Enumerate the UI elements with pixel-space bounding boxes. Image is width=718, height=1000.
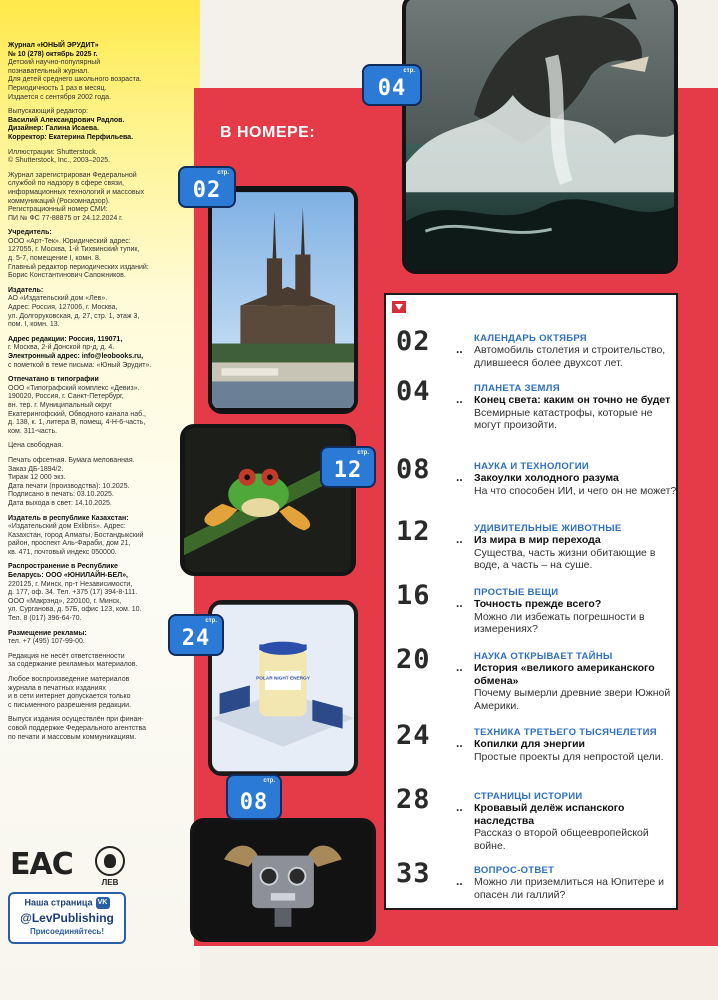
imprint-line: журнала в печатных изданиях <box>8 684 106 692</box>
lev-logo-text: ЛЕВ <box>101 878 119 887</box>
imprint-credits <box>8 149 194 166</box>
imprint-line: ПИ № ФС 77-88875 от 24.12.2024 г. <box>8 214 123 222</box>
tile-page-24[interactable] <box>208 600 358 776</box>
monster-wave-image <box>406 0 674 270</box>
lion-icon <box>95 846 125 876</box>
imprint-line: Любое воспроизведение материалов <box>8 676 130 683</box>
imprint-line: Казахстан, город Алматы, Бостандыкский <box>8 531 144 539</box>
toc-description: Можно ли приземлиться на Юпитере и опасен ли галлий? <box>474 876 665 901</box>
toc-page-number: 20 <box>396 644 431 675</box>
imprint-line: Учредитель: <box>8 229 52 237</box>
imprint-line: Журнал зарегистрирован Федеральной <box>8 171 137 179</box>
toc-section: НАУКА И ТЕХНОЛОГИИ <box>474 461 590 472</box>
toc-dots: .. <box>456 660 463 674</box>
imprint-line: Тел. 8 (017) 396-64-70. <box>8 615 82 623</box>
imprint-line: Борис Константинович Сапожников. <box>8 272 126 280</box>
toc-dots: .. <box>456 874 463 888</box>
toc-description: Рассказ о второй общеевропейской войне. <box>474 827 649 852</box>
imprint-line: г. Москва, 2-й Донской пр-д, д. 4. <box>8 344 115 352</box>
toc-dots: .. <box>456 736 463 750</box>
imprint-line: 127055, г. Москва, 1-й Тихвинский тупик, <box>8 246 140 254</box>
toc-section: СТРАНИЦЫ ИСТОРИИ <box>474 791 583 802</box>
imprint-kazakhstan <box>8 515 194 558</box>
imprint-line: ООО «Арт-Тек». Юридический адрес: <box>8 237 131 245</box>
toc-title: Из мира в мир перехода <box>474 534 601 546</box>
toc-page-number: 24 <box>396 720 431 751</box>
imprint-support <box>8 716 194 742</box>
energy-storage-image <box>212 604 354 772</box>
imprint-line: Детский научно-популярный <box>8 59 101 67</box>
toc-section: НАУКА ОТКРЫВАЕТ ТАЙНЫ <box>474 651 613 662</box>
toc-description: Простые проекты для непростой цели. <box>474 750 664 763</box>
imprint-publisher <box>8 287 194 330</box>
badges-area <box>8 842 198 952</box>
imprint-line: ул. Долгоруковская, д. 27, стр. 1, этаж 3, <box>8 312 140 320</box>
imprint-line: АО «Издательский дом «Лев». <box>8 295 108 303</box>
jar-label: POLAR NIGHT ENERGY <box>256 676 310 682</box>
imprint-line: Издатель: <box>8 286 44 294</box>
imprint-line: д. 177, оф. 34. Тел. +375 (17) 394-8-111. <box>8 589 138 597</box>
toc-dots: .. <box>456 342 463 356</box>
imprint-line: Дата выхода в свет: 14.10.2025. <box>8 499 112 507</box>
page-badge-24[interactable]: стр. 24 <box>168 614 224 656</box>
imprint-line: ООО «Типографский комплекс «Девиз». <box>8 384 140 392</box>
toc-description: Можно ли избежать погрешности в измерениях? <box>474 610 645 635</box>
imprint-print-info <box>8 457 194 509</box>
toc-section: КАЛЕНДАРЬ ОКТЯБРЯ <box>474 333 587 344</box>
toc-title: Кровавый делёж испанского наследства <box>474 802 625 827</box>
toc-section: УДИВИТЕЛЬНЫЕ ЖИВОТНЫЕ <box>474 523 622 534</box>
toc-title: Точность прежде всего? <box>474 598 602 610</box>
imprint-line: Размещение рекламы: <box>8 629 87 637</box>
page-badge-08[interactable]: стр. 08 <box>226 774 282 820</box>
social-link-badge[interactable] <box>8 892 126 944</box>
imprint-editors <box>8 108 194 142</box>
imprint-line: пом. I, комн. 13. <box>8 321 60 329</box>
imprint-line: с письменного разрешения редакции. <box>8 701 132 709</box>
cathedral-image <box>212 190 354 410</box>
toc-section: ТЕХНИКА ТРЕТЬЕГО ТЫСЯЧЕЛЕТИЯ <box>474 727 657 738</box>
imprint-rights <box>8 676 194 710</box>
toc-page-number: 12 <box>396 516 431 547</box>
imprint-line: Екатерингофский, Обводного канала наб., <box>8 410 147 418</box>
toc-section: ПРОСТЫЕ ВЕЩИ <box>474 587 559 598</box>
imprint-line: и в сети интернет допускается только <box>8 693 131 701</box>
imprint-line: Регистрационный номер СМИ: <box>8 206 108 214</box>
imprint-line: Издатель в республике Казахстан: <box>8 514 129 522</box>
imprint-line: Тираж 12 000 экз. <box>8 474 66 482</box>
toc-section: ПЛАНЕТА ЗЕМЛЯ <box>474 383 560 394</box>
imprint-price <box>8 442 194 451</box>
imprint-ads <box>8 630 194 647</box>
toc-dots: .. <box>456 532 463 546</box>
imprint-disclaimer <box>8 653 194 670</box>
imprint-line: познавательный журнал. <box>8 67 90 75</box>
imprint-belarus <box>8 563 194 623</box>
tile-page-08[interactable] <box>190 818 376 942</box>
arrow-down-icon <box>392 301 406 313</box>
toc-dots: .. <box>456 392 463 406</box>
imprint-line: за содержание рекламных материалов. <box>8 661 138 669</box>
contents-heading: В НОМЕРЕ: <box>220 124 316 141</box>
imprint-line: Подписано в печать: 03.10.2025. <box>8 491 114 499</box>
robot-image <box>194 822 372 938</box>
imprint-line: © Shutterstock, Inc., 2003–2025. <box>8 157 111 165</box>
imprint-line: Василий Александрович Радлов. <box>8 116 125 124</box>
lev-logo <box>88 846 132 887</box>
imprint-line: по печати и массовым коммуникациям. <box>8 733 137 741</box>
page-badge-02[interactable]: стр. 02 <box>178 166 236 208</box>
imprint-registration <box>8 172 194 224</box>
social-join: Присоединяйтесь! <box>29 927 105 936</box>
imprint-line: «Издательский дом Exlibris». Адрес: <box>8 523 126 531</box>
imprint-line: район, проспект Аль-Фараби, дом 21, <box>8 540 131 548</box>
imprint-line: д. 5-7, помещение I, комн. 8. <box>8 255 101 263</box>
imprint-line: Выпуск издания осуществлён при финан- <box>8 716 144 724</box>
imprint-line: 220125, г. Минск, пр-т Независимости, <box>8 580 133 588</box>
toc-page-number: 04 <box>396 376 431 407</box>
imprint-line: с пометкой в теме письма: «Юный Эрудит». <box>8 361 152 369</box>
imprint-line: Издается с сентября 2002 года. <box>8 93 111 101</box>
imprint-line: тел. +7 (495) 107-99-00. <box>8 638 85 646</box>
toc-dots: .. <box>456 800 463 814</box>
imprint-line: Распространение в Республике <box>8 563 118 571</box>
imprint-contacts <box>8 336 194 370</box>
toc-page-number: 33 <box>396 858 431 889</box>
vk-icon: VK <box>96 897 110 909</box>
imprint-line: Печать офсетная. Бумага мелованная. <box>8 456 135 464</box>
imprint-line: Главный редактор периодических изданий: <box>8 263 149 271</box>
imprint-line: кв. 471, почтовый индекс 050000. <box>8 548 117 556</box>
imprint-line: Беларусь: ООО «ЮНИЛАЙН-БЕЛ», <box>8 572 128 580</box>
toc-description: Всемирные катастрофы, которые не могут произойти. <box>474 406 653 431</box>
tile-page-04[interactable] <box>402 0 678 274</box>
imprint-line: Электронный адрес: info@leobooks.ru, <box>8 353 144 360</box>
imprint-line: ул. Сурганова, д. 57Б, офис 123, ком. 10. <box>8 606 142 614</box>
toc-title: Конец света: каким он точно не будет <box>474 394 671 406</box>
imprint-line: Для детей среднего школьного возраста. <box>8 76 142 84</box>
imprint-line: Иллюстрации: Shutterstock. <box>8 148 98 156</box>
imprint-line: службой по надзору в сфере связи, <box>8 180 124 188</box>
toc-description: Существа, часть жизни обитающие в воде, а часть – на суше. <box>474 546 656 571</box>
imprint-line: Журнал «ЮНЫЙ ЭРУДИТ» <box>8 42 99 49</box>
imprint-line: Выпускающий редактор: <box>8 108 88 116</box>
imprint-line: вн. тер. г. Муниципальный округ <box>8 401 112 409</box>
imprint-line: Редакция не несёт ответственности <box>8 652 125 660</box>
imprint-line: Заказ ДБ-1894/2. <box>8 465 64 473</box>
toc-page-number: 02 <box>396 326 431 357</box>
toc-page-number: 08 <box>396 454 431 485</box>
toc-page-number: 28 <box>396 784 431 815</box>
toc-dots: .. <box>456 470 463 484</box>
tile-page-02[interactable] <box>208 186 358 414</box>
imprint-line: Отпечатано в типографии <box>8 376 99 384</box>
page-badge-04[interactable]: стр. 04 <box>362 64 422 106</box>
imprint-line: Дата печати (производства): 10.2025. <box>8 482 130 490</box>
social-caption: Наша страница VK <box>10 897 124 909</box>
imprint-line: Цена свободная. <box>8 442 64 450</box>
eac-mark: EAC <box>10 847 73 882</box>
imprint-masthead <box>8 42 194 102</box>
imprint-line: Корректор: Екатерина Перфильева. <box>8 133 134 141</box>
imprint-line: 190020, Россия, г. Санкт-Петербург, <box>8 393 124 401</box>
toc-title: История «великого американского обмена» <box>474 662 655 687</box>
toc-title: Закоулки холодного разума <box>474 472 619 484</box>
imprint-line: № 10 (278) октябрь 2025 г. <box>8 50 98 58</box>
imprint-line: Адрес: Россия, 127006, г. Москва, <box>8 304 118 312</box>
toc-section: ВОПРОС-ОТВЕТ <box>474 865 555 876</box>
imprint-line: коммуникаций (Роскомнадзор). <box>8 197 110 205</box>
imprint-founder <box>8 229 194 281</box>
toc-description: Почему вымерли древние звери Южной Америки. <box>474 687 671 712</box>
imprint-line: д. 138, к. 1, литера В, помещ. 4-Н-6-часть, <box>8 419 146 427</box>
imprint-line: ООО «Макрэнд», 220100, г. Минск, <box>8 597 122 605</box>
imprint-line: Адрес редакции: Россия, 119071, <box>8 335 123 343</box>
imprint-line: совой поддержке Федерального агентства <box>8 724 146 732</box>
imprint-line: Периодичность 1 раз в месяц. <box>8 84 107 92</box>
toc-description: На что способен ИИ, и чего он не может? <box>474 484 677 497</box>
toc-description: Автомобиль столетия и строительство, длившееся более двухсот лет. <box>474 344 666 369</box>
social-handle[interactable]: @LevPublishing <box>20 911 114 925</box>
imprint-printing <box>8 376 194 436</box>
imprint-line: ком. 311-часть. <box>8 427 58 435</box>
imprint-line: информационных технологий и массовых <box>8 188 145 196</box>
contents-list <box>384 293 678 910</box>
page-badge-12[interactable]: стр. 12 <box>320 446 376 488</box>
toc-title: Копилки для энергии <box>474 738 585 750</box>
toc-page-number: 16 <box>396 580 431 611</box>
toc-dots: .. <box>456 596 463 610</box>
imprint-line: Дизайнер: Галина Исаева. <box>8 125 99 133</box>
